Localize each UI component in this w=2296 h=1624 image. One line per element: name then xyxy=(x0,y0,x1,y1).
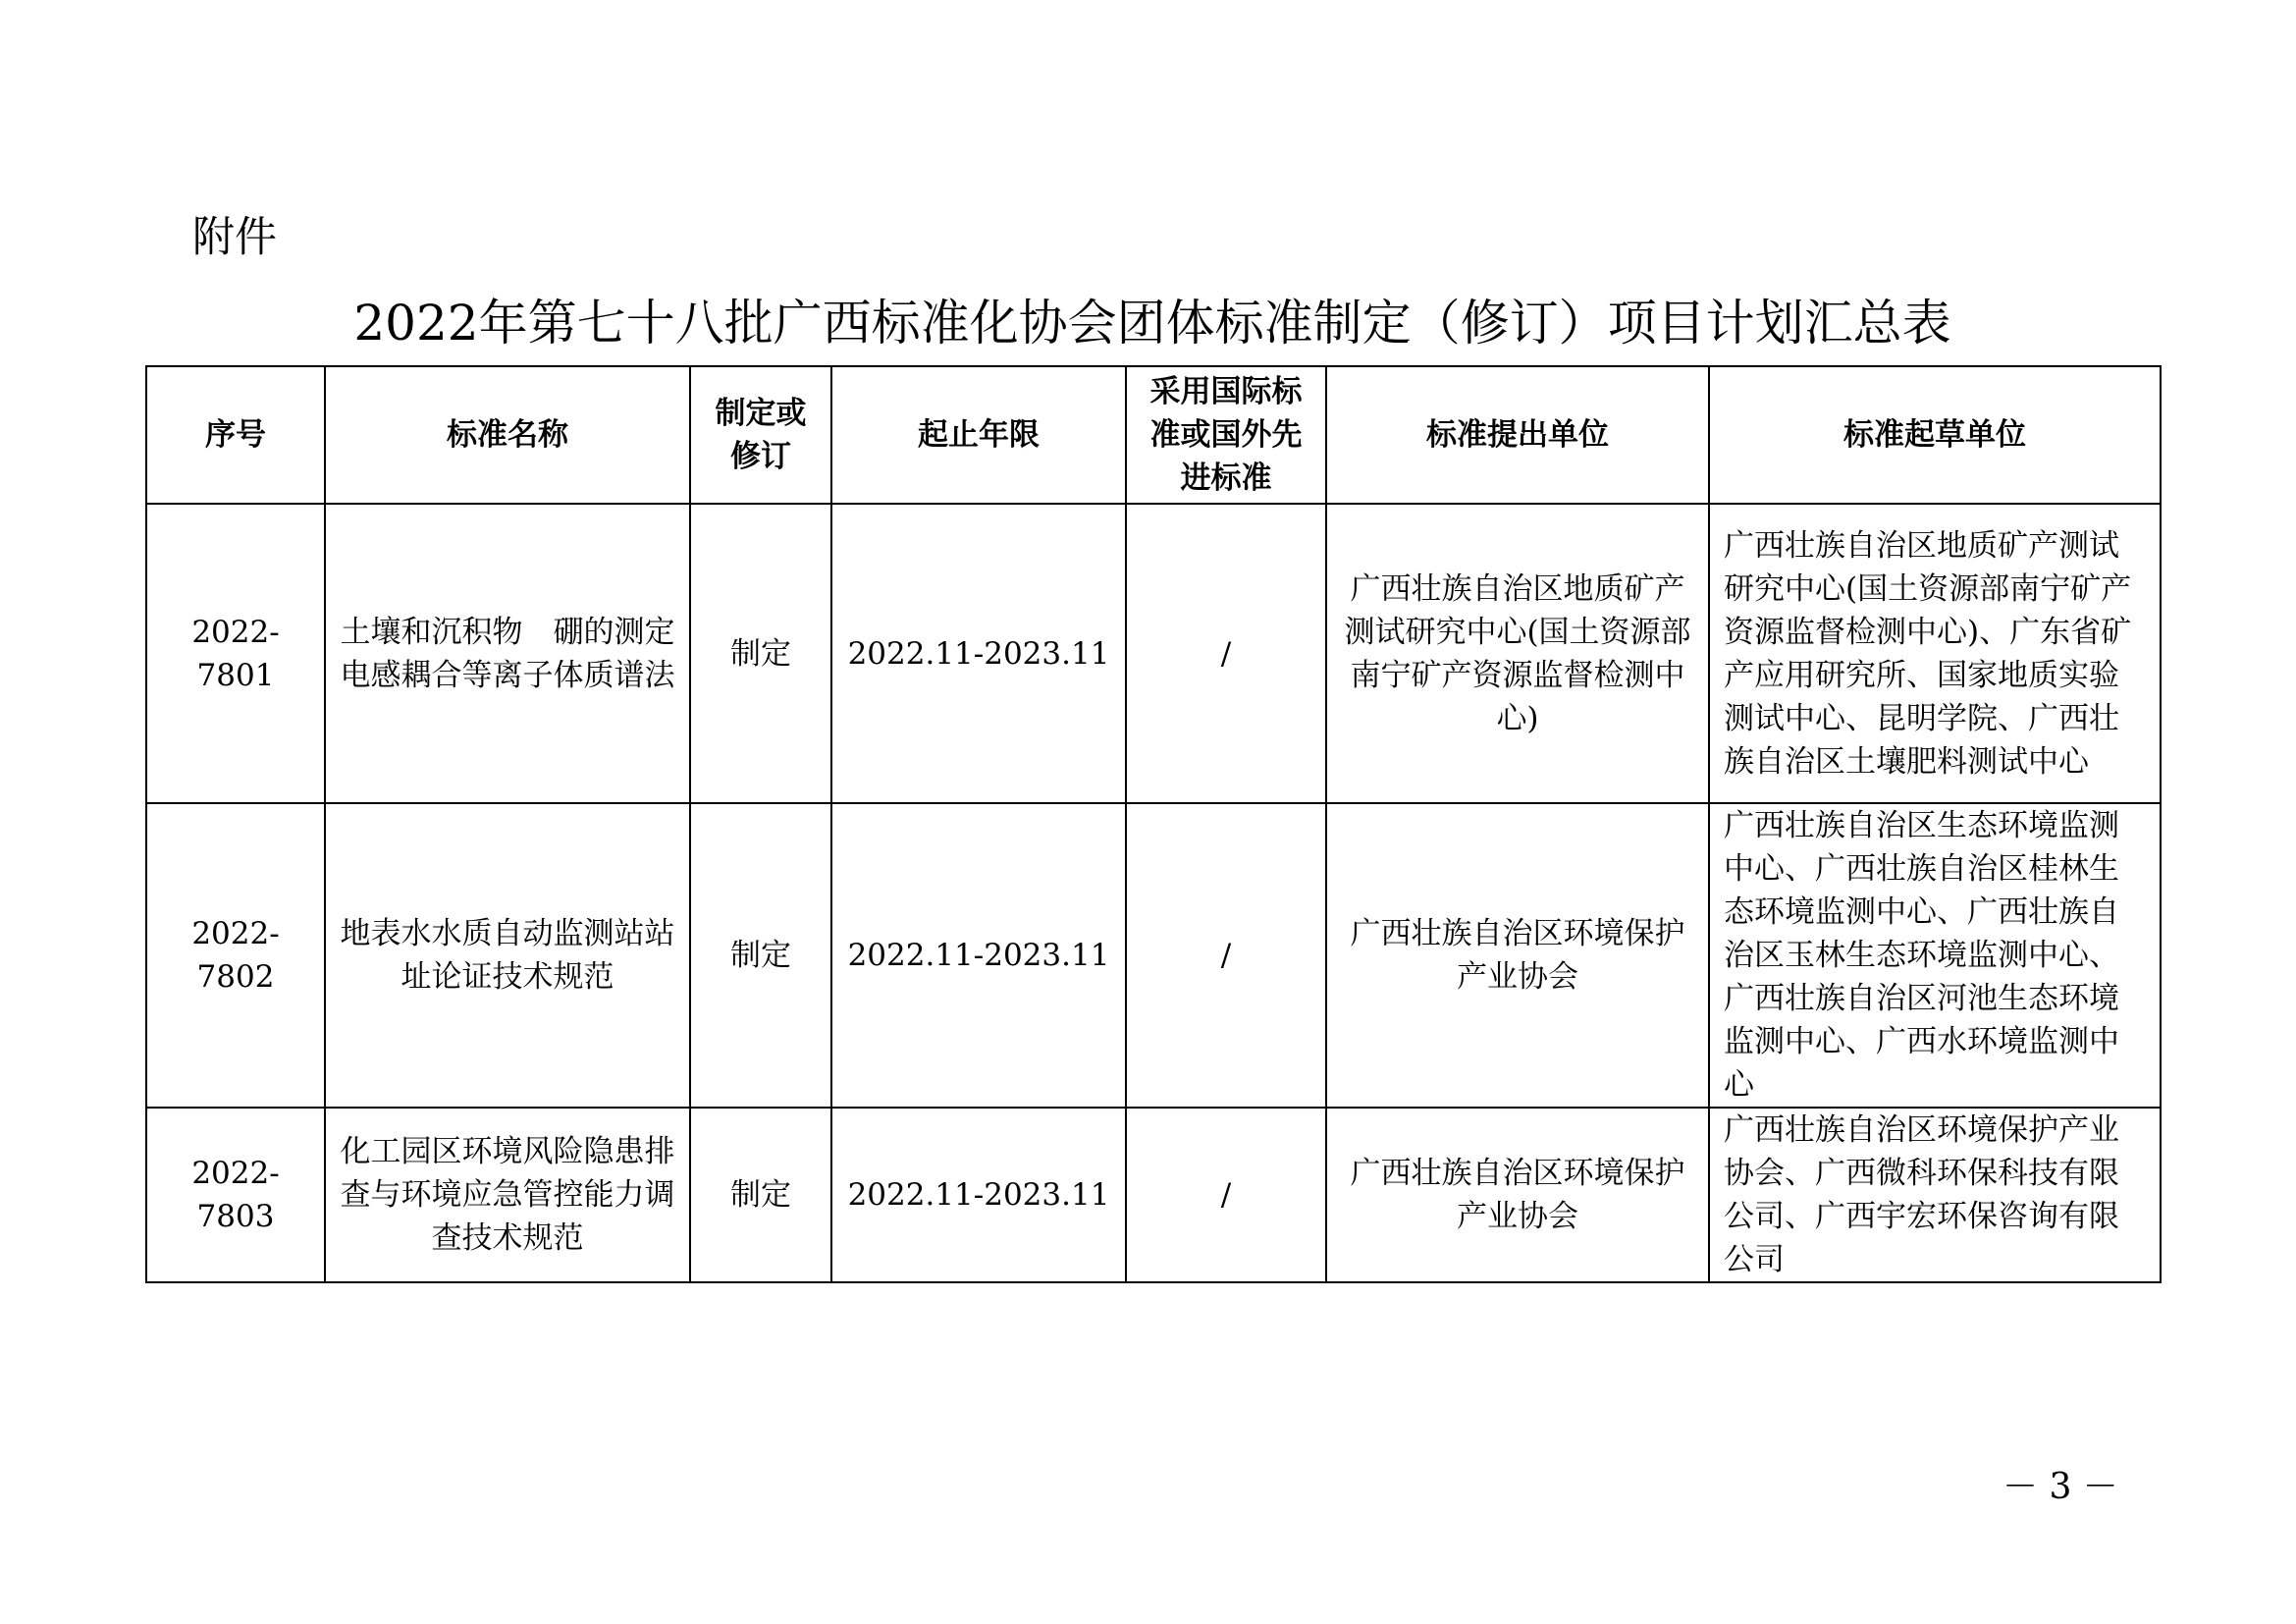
header-type: 制定或修订 xyxy=(690,366,831,504)
cell-type: 制定 xyxy=(690,504,831,803)
project-plan-table xyxy=(145,365,2162,1283)
cell-standard-name: 地表水水质自动监测站站址论证技术规范 xyxy=(325,803,690,1108)
cell-period: 2022.11-2023.11 xyxy=(831,803,1126,1108)
cell-proposer: 广西壮族自治区地质矿产测试研究中心(国土资源部南宁矿产资源监督检测中心) xyxy=(1326,504,1709,803)
cell-serial: 2022-7802 xyxy=(146,803,325,1108)
cell-standard-name: 化工园区环境风险隐患排查与环境应急管控能力调查技术规范 xyxy=(325,1108,690,1282)
header-period: 起止年限 xyxy=(831,366,1126,504)
table-row xyxy=(146,1108,2161,1282)
table-header-row xyxy=(146,366,2161,504)
cell-serial: 2022-7803 xyxy=(146,1108,325,1282)
cell-drafter: 广西壮族自治区环境保护产业协会、广西微科环保科技有限公司、广西宇宏环保咨询有限公司 xyxy=(1709,1108,2161,1282)
cell-drafter: 广西壮族自治区生态环境监测中心、广西壮族自治区桂林生态环境监测中心、广西壮族自治区玉林生态环境监测中心、广西壮族自治区河池生态环境监测中心、广西水环境监测中心 xyxy=(1709,803,2161,1108)
header-standard-name: 标准名称 xyxy=(325,366,690,504)
attachment-label: 附件 xyxy=(192,213,277,262)
cell-drafter: 广西壮族自治区地质矿产测试研究中心(国土资源部南宁矿产资源监督检测中心)、广东省矿产应用研究所、国家地质实验测试中心、昆明学院、广西壮族自治区土壤肥料测试中心 xyxy=(1709,504,2161,803)
header-proposer: 标准提出单位 xyxy=(1326,366,1709,504)
table-row xyxy=(146,803,2161,1108)
document-title: 2022年第七十八批广西标准化协会团体标准制定（修订）项目计划汇总表 xyxy=(353,295,1951,352)
cell-proposer: 广西壮族自治区环境保护产业协会 xyxy=(1326,803,1709,1108)
cell-period: 2022.11-2023.11 xyxy=(831,504,1126,803)
cell-adopted-standard: / xyxy=(1126,803,1326,1108)
header-serial: 序号 xyxy=(146,366,325,504)
cell-adopted-standard: / xyxy=(1126,504,1326,803)
header-drafter: 标准起草单位 xyxy=(1709,366,2161,504)
page-number: － 3 － xyxy=(2002,1467,2118,1507)
table-row xyxy=(146,504,2161,803)
cell-type: 制定 xyxy=(690,803,831,1108)
cell-period: 2022.11-2023.11 xyxy=(831,1108,1126,1282)
cell-adopted-standard: / xyxy=(1126,1108,1326,1282)
cell-standard-name: 土壤和沉积物 硼的测定 电感耦合等离子体质谱法 xyxy=(325,504,690,803)
cell-serial: 2022-7801 xyxy=(146,504,325,803)
cell-proposer: 广西壮族自治区环境保护产业协会 xyxy=(1326,1108,1709,1282)
header-adopted-standard: 采用国际标准或国外先进标准 xyxy=(1126,366,1326,504)
cell-type: 制定 xyxy=(690,1108,831,1282)
